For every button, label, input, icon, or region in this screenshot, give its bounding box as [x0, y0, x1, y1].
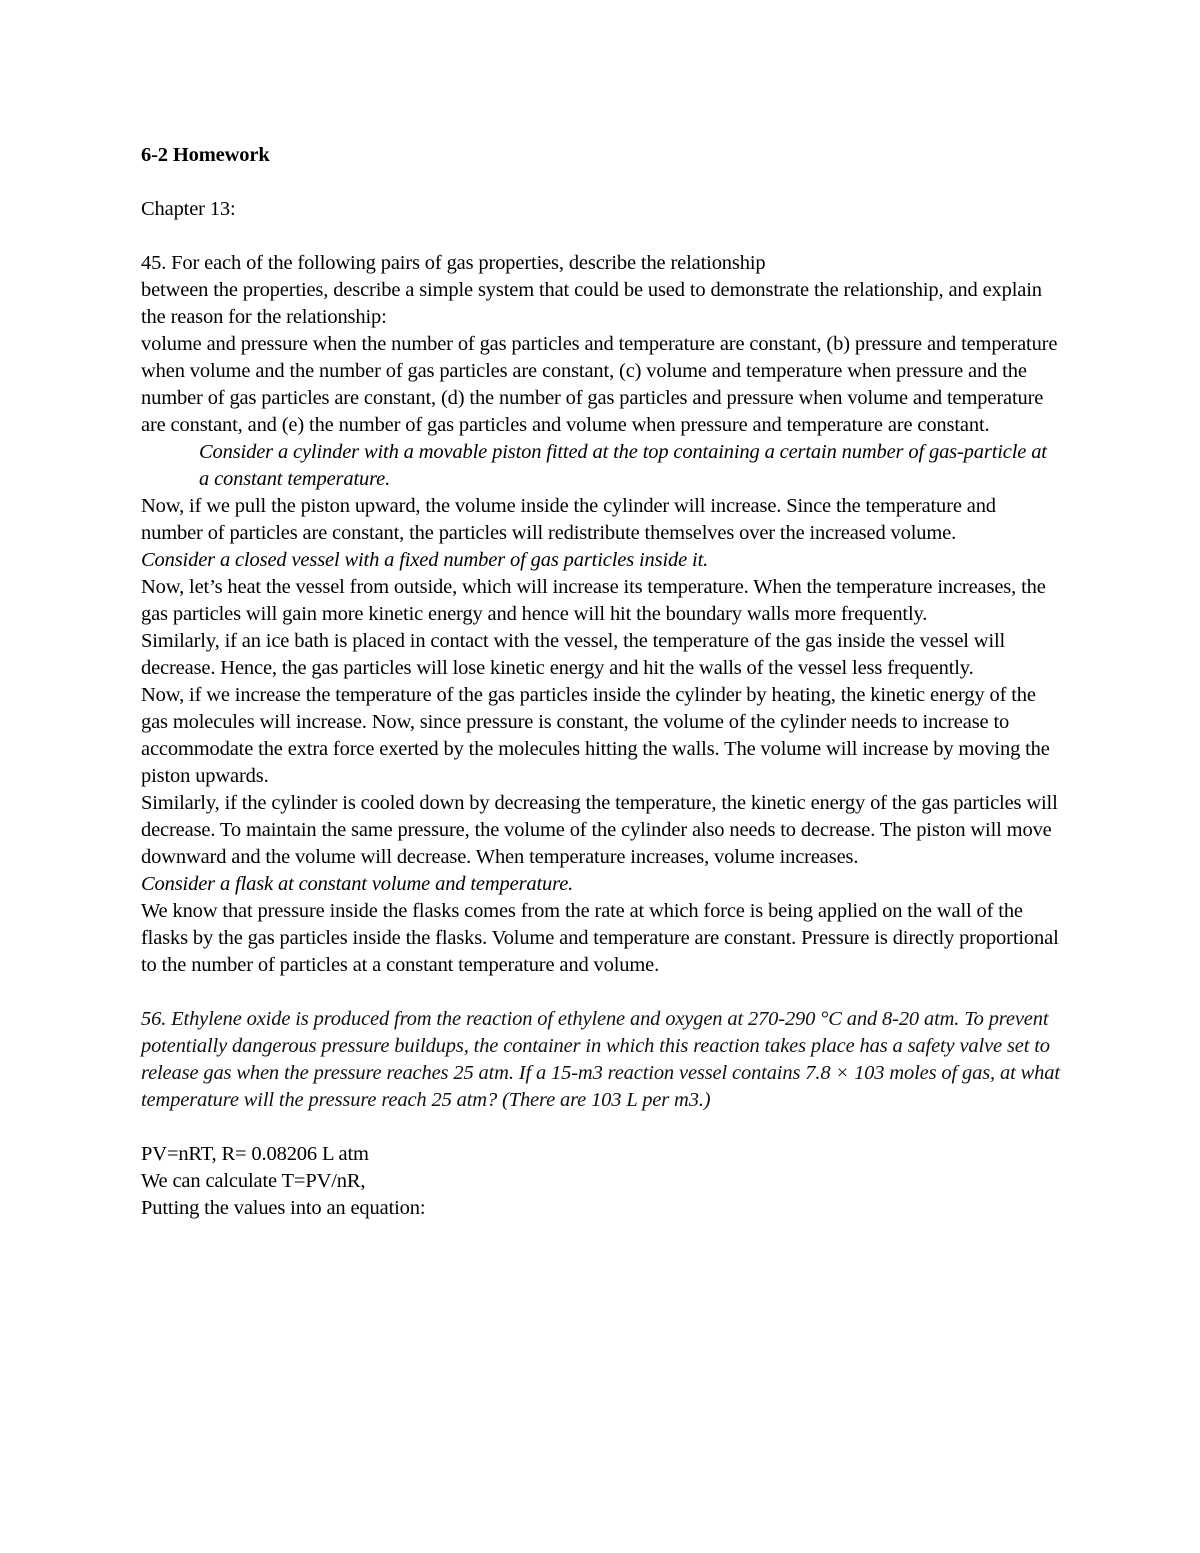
spacer: [141, 979, 1061, 1006]
question-56: 56. Ethylene oxide is produced from the reaction of ethylene and oxygen at 270-290 °C and 8-20 atm. To prevent potentially dangerous pressure buildups, the container in which this reaction takes place has a safety valve set to release gas when the pressure reaches 25 atm. If a 15-m3 reaction vessel contains 7.8 × 103 moles of gas, at what temperature will the pressure reach 25 atm? (There are 103 L per m3.): [141, 1008, 1060, 1111]
answer-a-text: Now, if we pull the piston upward, the volume inside the cylinder will increase. Since the temperature and number of particles are constant, the particles will redistribute themselves over the increased volume.: [141, 495, 996, 544]
spacer: [141, 223, 1061, 250]
q56-answer-line1: PV=nRT, R= 0.08206 L atm: [141, 1143, 369, 1165]
answer-b-text1: Now, let’s heat the vessel from outside, which will increase its temperature. When the temperature increases, the gas particles will gain more kinetic energy and hence will hit the boundary walls more frequently.: [141, 576, 1046, 625]
answer-a-heading: Consider a cylinder with a movable piston fitted at the top containing a certain number of gas-particle at a constant temperature.: [199, 441, 1047, 490]
spacer: [141, 169, 1061, 196]
chapter-heading: Chapter 13:: [141, 198, 236, 220]
question-45-intro-line2: between the properties, describe a simple system that could be used to demonstrate the relationship, and explain the reason for the relationship:: [141, 279, 1042, 328]
answer-b-text2: Similarly, if an ice bath is placed in contact with the vessel, the temperature of the gas inside the vessel will decrease. Hence, the gas particles will lose kinetic energy and hit the walls of the vessel less frequently.: [141, 630, 1006, 679]
answer-d-heading: Consider a flask at constant volume and temperature.: [141, 873, 574, 895]
q56-answer-line3: Putting the values into an equation:: [141, 1197, 426, 1219]
document-body: [141, 142, 1061, 1222]
question-45-pairs: volume and pressure when the number of gas particles and temperature are constant, (b) pressure and temperature when volume and the number of gas particles are constant, (c) volume and temperature when pressure and the number of gas particles are constant, (d) the number of gas particles and pressure when volume and temperature are constant, and (e) the number of gas particles and volume when pressure and temperature are constant.: [141, 333, 1058, 436]
answer-c-text2: Similarly, if the cylinder is cooled down by decreasing the temperature, the kinetic energy of the gas particles will decrease. To maintain the same pressure, the volume of the cylinder also needs to decrease. The piston will move downward and the volume will decrease. When temperature increases, volume increases.: [141, 792, 1058, 868]
spacer: [141, 1114, 1061, 1141]
answer-b-heading: Consider a closed vessel with a fixed number of gas particles inside it.: [141, 549, 709, 571]
answer-d-text: We know that pressure inside the flasks comes from the rate at which force is being applied on the wall of the flasks by the gas particles inside the flasks. Volume and temperature are constant. Pressure is directly proportional to the number of particles at a constant temperature and volume.: [141, 900, 1059, 976]
answer-c-text1: Now, if we increase the temperature of the gas particles inside the cylinder by heating, the kinetic energy of the gas molecules will increase. Now, since pressure is constant, the volume of the cylinder needs to increase to accommodate the extra force exerted by the molecules hitting the walls. The volume will increase by moving the piston upwards.: [141, 684, 1050, 787]
question-45-intro-line1: 45. For each of the following pairs of gas properties, describe the relationship: [141, 252, 766, 274]
q56-answer-line2: We can calculate T=PV/nR,: [141, 1170, 366, 1192]
document-title: 6-2 Homework: [141, 144, 270, 166]
